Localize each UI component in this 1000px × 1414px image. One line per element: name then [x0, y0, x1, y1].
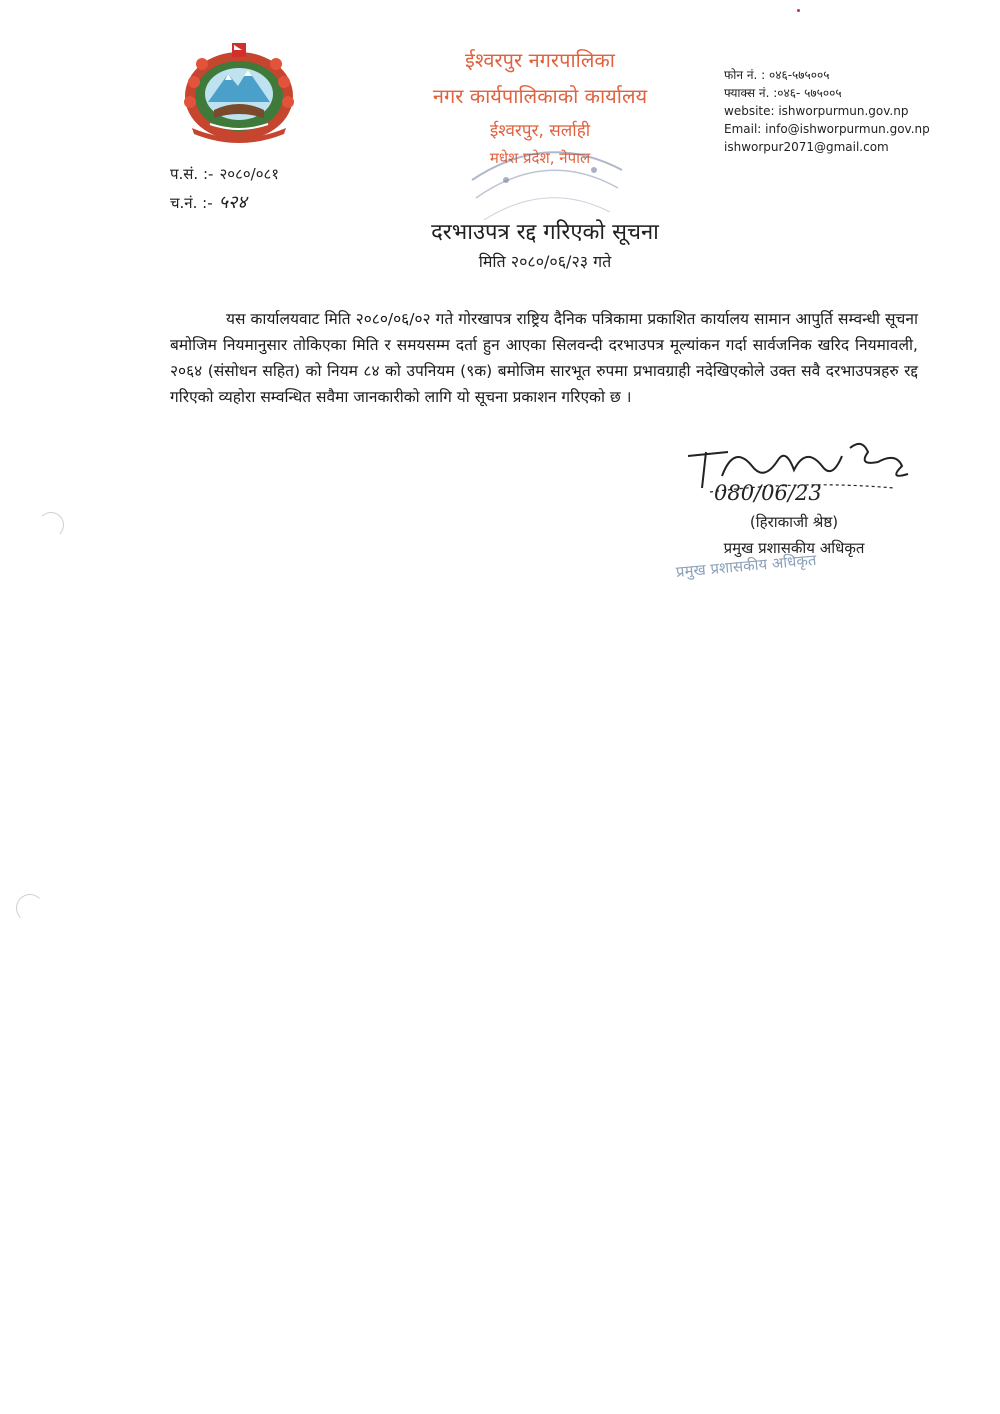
handwritten-signature: [682, 436, 922, 514]
website: website: ishworpurmun.gov.np: [724, 104, 909, 118]
letter-number-label: प.सं. :-: [170, 165, 214, 183]
municipality-name: ईश्वरपुर नगरपालिका: [465, 48, 615, 72]
punch-hole-mark: [16, 894, 44, 922]
punch-hole-mark: [38, 512, 64, 538]
notice-date: मिति २०८०/०६/२३ गते: [478, 252, 612, 271]
nepal-emblem-logo: [180, 40, 298, 148]
email-alt: ishworpur2071@gmail.com: [724, 140, 889, 154]
designation-stamp: प्रमुख प्रशासकीय अधिकृत: [675, 550, 818, 581]
phone-number: फोन नं. : ०४६-५७५००५: [724, 68, 830, 82]
office-province: मधेश प्रदेश, नेपाल: [489, 149, 591, 167]
signature-date: 080/06/23: [714, 481, 822, 505]
letter-number: [170, 164, 279, 184]
dispatch-number-label: च.नं. :-: [170, 194, 213, 212]
signatory-designation: प्रमुख प्रशासकीय अधिकृत: [723, 539, 865, 557]
notice-body: यस कार्यालयवाट मिति २०८०/०६/०२ गते गोरखापत्र राष्ट्रिय दैनिक पत्रिकामा प्रकाशित कार्यालय सामान आपुर्ति सम्वन्धी सूचना बमोजिम नियमानुसार तोकिएका मिति र समयसम्म दर्ता हुन आएका सिलवन्दी दरभाउपत्र मूल्यांकन गर्दा सार्वजनिक खरिद नियमावली, २०६४ (संसोधन सहित) को नियम ८४ को उपनियम (९क) बमोजिम सारभूत रुपमा प्रभावग्राही नदेखिएकोले उक्त सवै दरभाउपत्रहरु रद्द गरिएको व्यहोरा सम्वन्धित सवैमा जानकारीको लागि यो सूचना प्रकाशन गरिएको छ ।: [170, 310, 918, 406]
fax-number: फ्याक्स नं. :०४६- ५७५००५: [724, 86, 842, 100]
letter-number-value: २०८०/०८१: [219, 165, 280, 183]
office-name: नगर कार्यपालिकाको कार्यालय: [432, 84, 648, 108]
notice-title: दरभाउपत्र रद्द गरिएको सूचना: [431, 220, 659, 245]
contact-info: [724, 66, 930, 156]
signatory-name: (हिराकाजी श्रेष्ठ): [749, 513, 839, 531]
scan-speck: [797, 9, 800, 12]
dispatch-number-value: ५२४: [218, 192, 247, 213]
dispatch-number: [170, 190, 247, 214]
email: Email: info@ishworpurmun.gov.np: [724, 122, 930, 136]
office-location: ईश्वरपुर, सर्लाही: [489, 121, 591, 141]
